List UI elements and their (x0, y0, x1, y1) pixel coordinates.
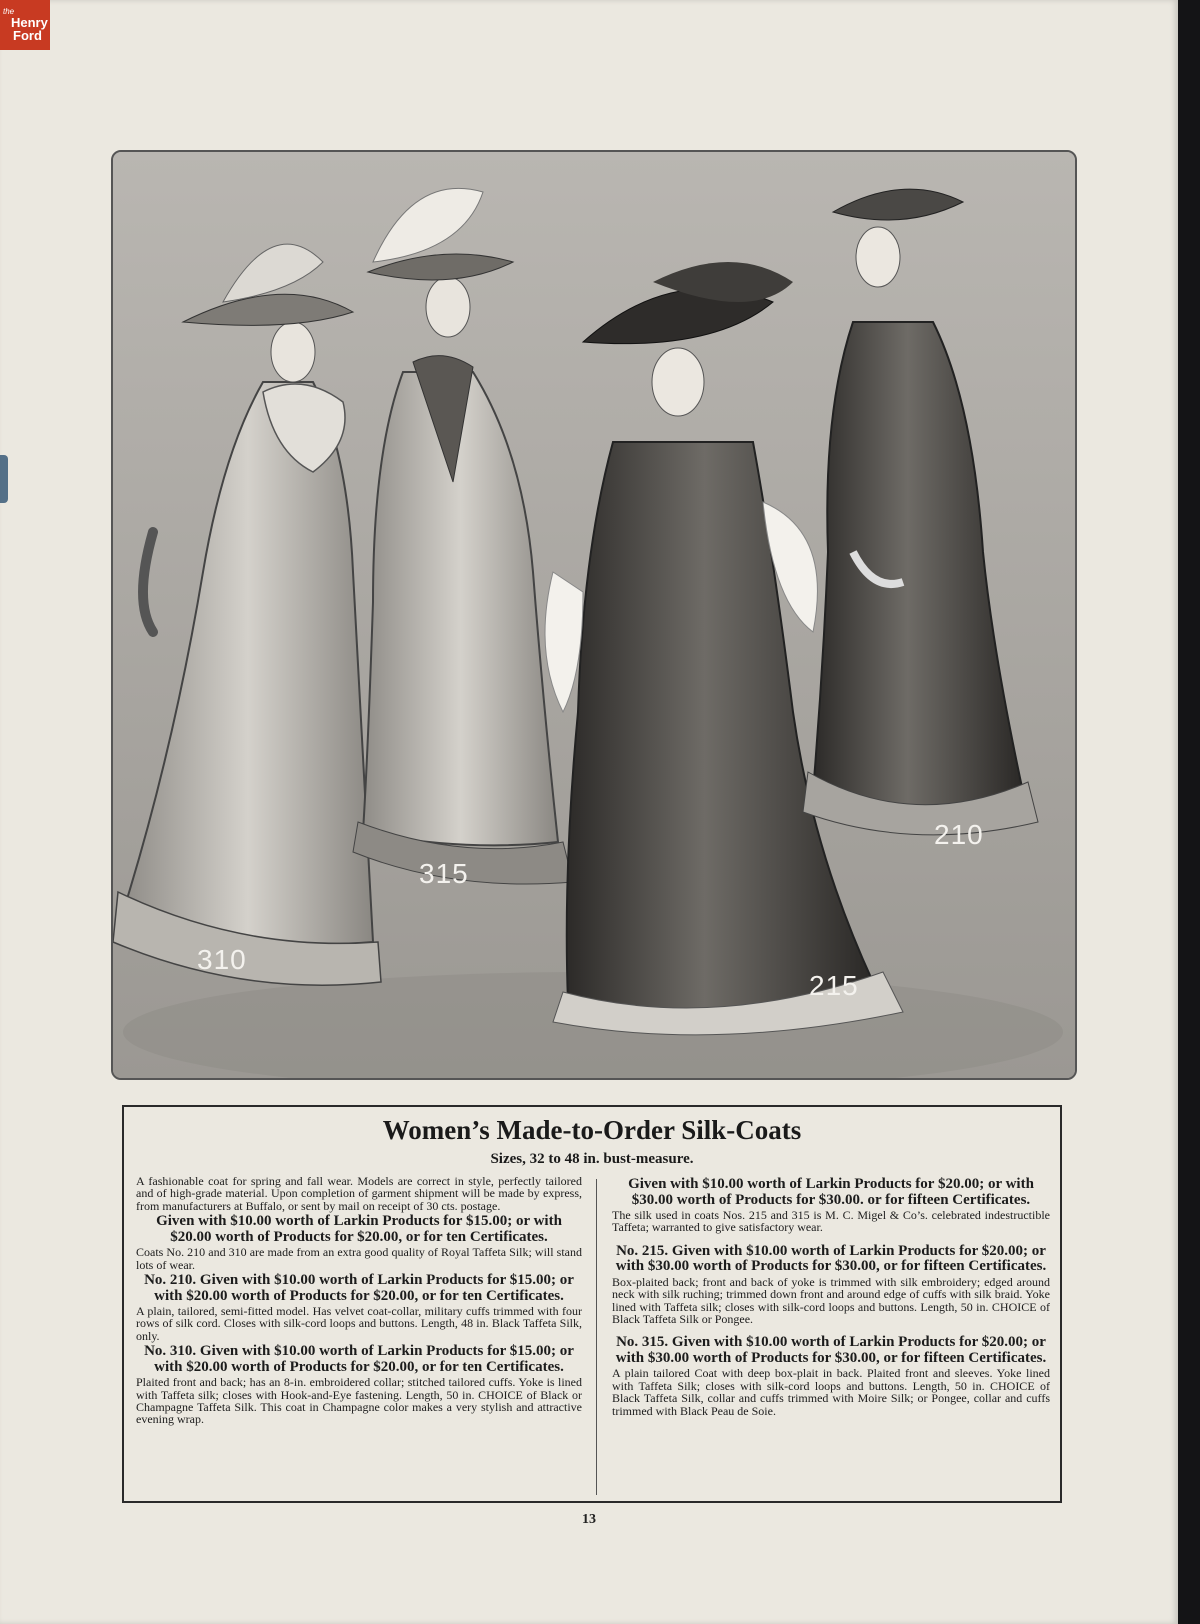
section-title: Women’s Made-to-Order Silk-Coats (382, 1115, 802, 1145)
logo-line-henry: Henry (11, 15, 48, 30)
page-number: 13 (582, 1512, 596, 1527)
offer-210-310: Given with $10.00 worth of Larkin Products for $15.00; or with $20.00 worth of Products for $20.00, or for ten Certificates. (156, 1213, 562, 1245)
size-range: Sizes, 32 to 48 in. bust-measure. (490, 1151, 694, 1167)
no-315-description: A plain tailored Coat with deep box-plait in back. Plaited front and sleeves. Yoke lined with Taffeta Silk; closes with silk-cord loops and buttons. Length, 50 in. CHOICE of Black Taffeta Silk, collar and cuffs trimmed with Moire Silk; or Pongee, collar and cuffs trimmed with Black Peau de Soie. (612, 1366, 1050, 1418)
note-215-315: The silk used in coats Nos. 215 and 315 is M. C. Migel & Co’s. celebrated indestructible Taffeta; warranted to give satisfactory wear. (612, 1208, 1050, 1235)
no-215-heading: No. 215. Given with $10.00 worth of Larkin Products for $20.00; or with $30.00 worth of Products for $30.00, or for fifteen Certificates. (615, 1242, 1047, 1275)
logo-line-the: the (3, 7, 15, 16)
label-315: 315 (419, 858, 469, 889)
no-315-heading: No. 315. Given with $10.00 worth of Larkin Products for $20.00; or with $30.00 worth of Products for $30.00, or for fifteen Certificates. (615, 1334, 1047, 1366)
intro-paragraph: A fashionable coat for spring and fall wear. Models are correct in style, perfectly tailored and of high-grade material. Upon completion of garment shipment will be made by express, from manufacturers at Buffalo, or sent by mail on receipt of 30 cts. postage. (136, 1174, 582, 1213)
offer-215-315: Given with $10.00 worth of Larkin Products for $20.00; or with $30.00 worth of Products for $30.00. or for fifteen Certificates. (628, 1176, 1034, 1208)
no-215-description: Box-plaited back; front and back of yoke is trimmed with silk embroidery; edged around neck with silk ruching; trimmed down front and around edge of cuffs with silk braid. Yoke lined with Taffeta silk; closes with silk-cord loops and buttons. Length, 50 in. CHOICE of Black Taffeta Silk or Pongee. (612, 1274, 1050, 1327)
henry-ford-logo (0, 0, 50, 50)
no-210-heading: No. 210. Given with $10.00 worth of Larkin Products for $15.00; or with $20.00 worth of Products for $20.00, or for ten Certificates. (144, 1272, 574, 1304)
four-women-in-silk-coats-drawing (113, 152, 1075, 1078)
note-210-310: Coats No. 210 and 310 are made from an extra good quality of Royal Taffeta Silk; will stand lots of wear. (136, 1245, 582, 1272)
product-description-box (122, 1105, 1062, 1503)
spine-mark (0, 455, 8, 503)
column-divider (596, 1179, 597, 1495)
page-edge-shadow (1178, 0, 1200, 1624)
logo-line-ford: Ford (13, 28, 42, 43)
fashion-illustration (111, 150, 1077, 1080)
label-310: 310 (197, 944, 247, 975)
no-310-heading: No. 310. Given with $10.00 worth of Larkin Products for $15.00; or with $20.00 worth of Products for $20.00, or for ten Certificates. (144, 1343, 574, 1375)
label-215: 215 (809, 970, 859, 1001)
left-column (136, 1175, 582, 1426)
right-column (612, 1175, 1050, 1417)
no-310-description: Plaited front and back; has an 8-in. embroidered collar; stitched tailored cuffs. Yoke is lined with Taffeta silk; closes with Hook-and-Eye fastening. Length, 50 in. CHOICE of Black or Champagne Taffeta Silk. This coat in Champagne color makes a very stylish and attractive evening wrap. (136, 1375, 582, 1427)
label-210: 210 (934, 819, 984, 850)
no-210-description: A plain, tailored, semi-fitted model. Has velvet coat-collar, military cuffs trimmed with four rows of silk cord. Closes with silk-cord loops and buttons. Length, 48 in. Black Taffeta Silk, only. (136, 1304, 582, 1343)
